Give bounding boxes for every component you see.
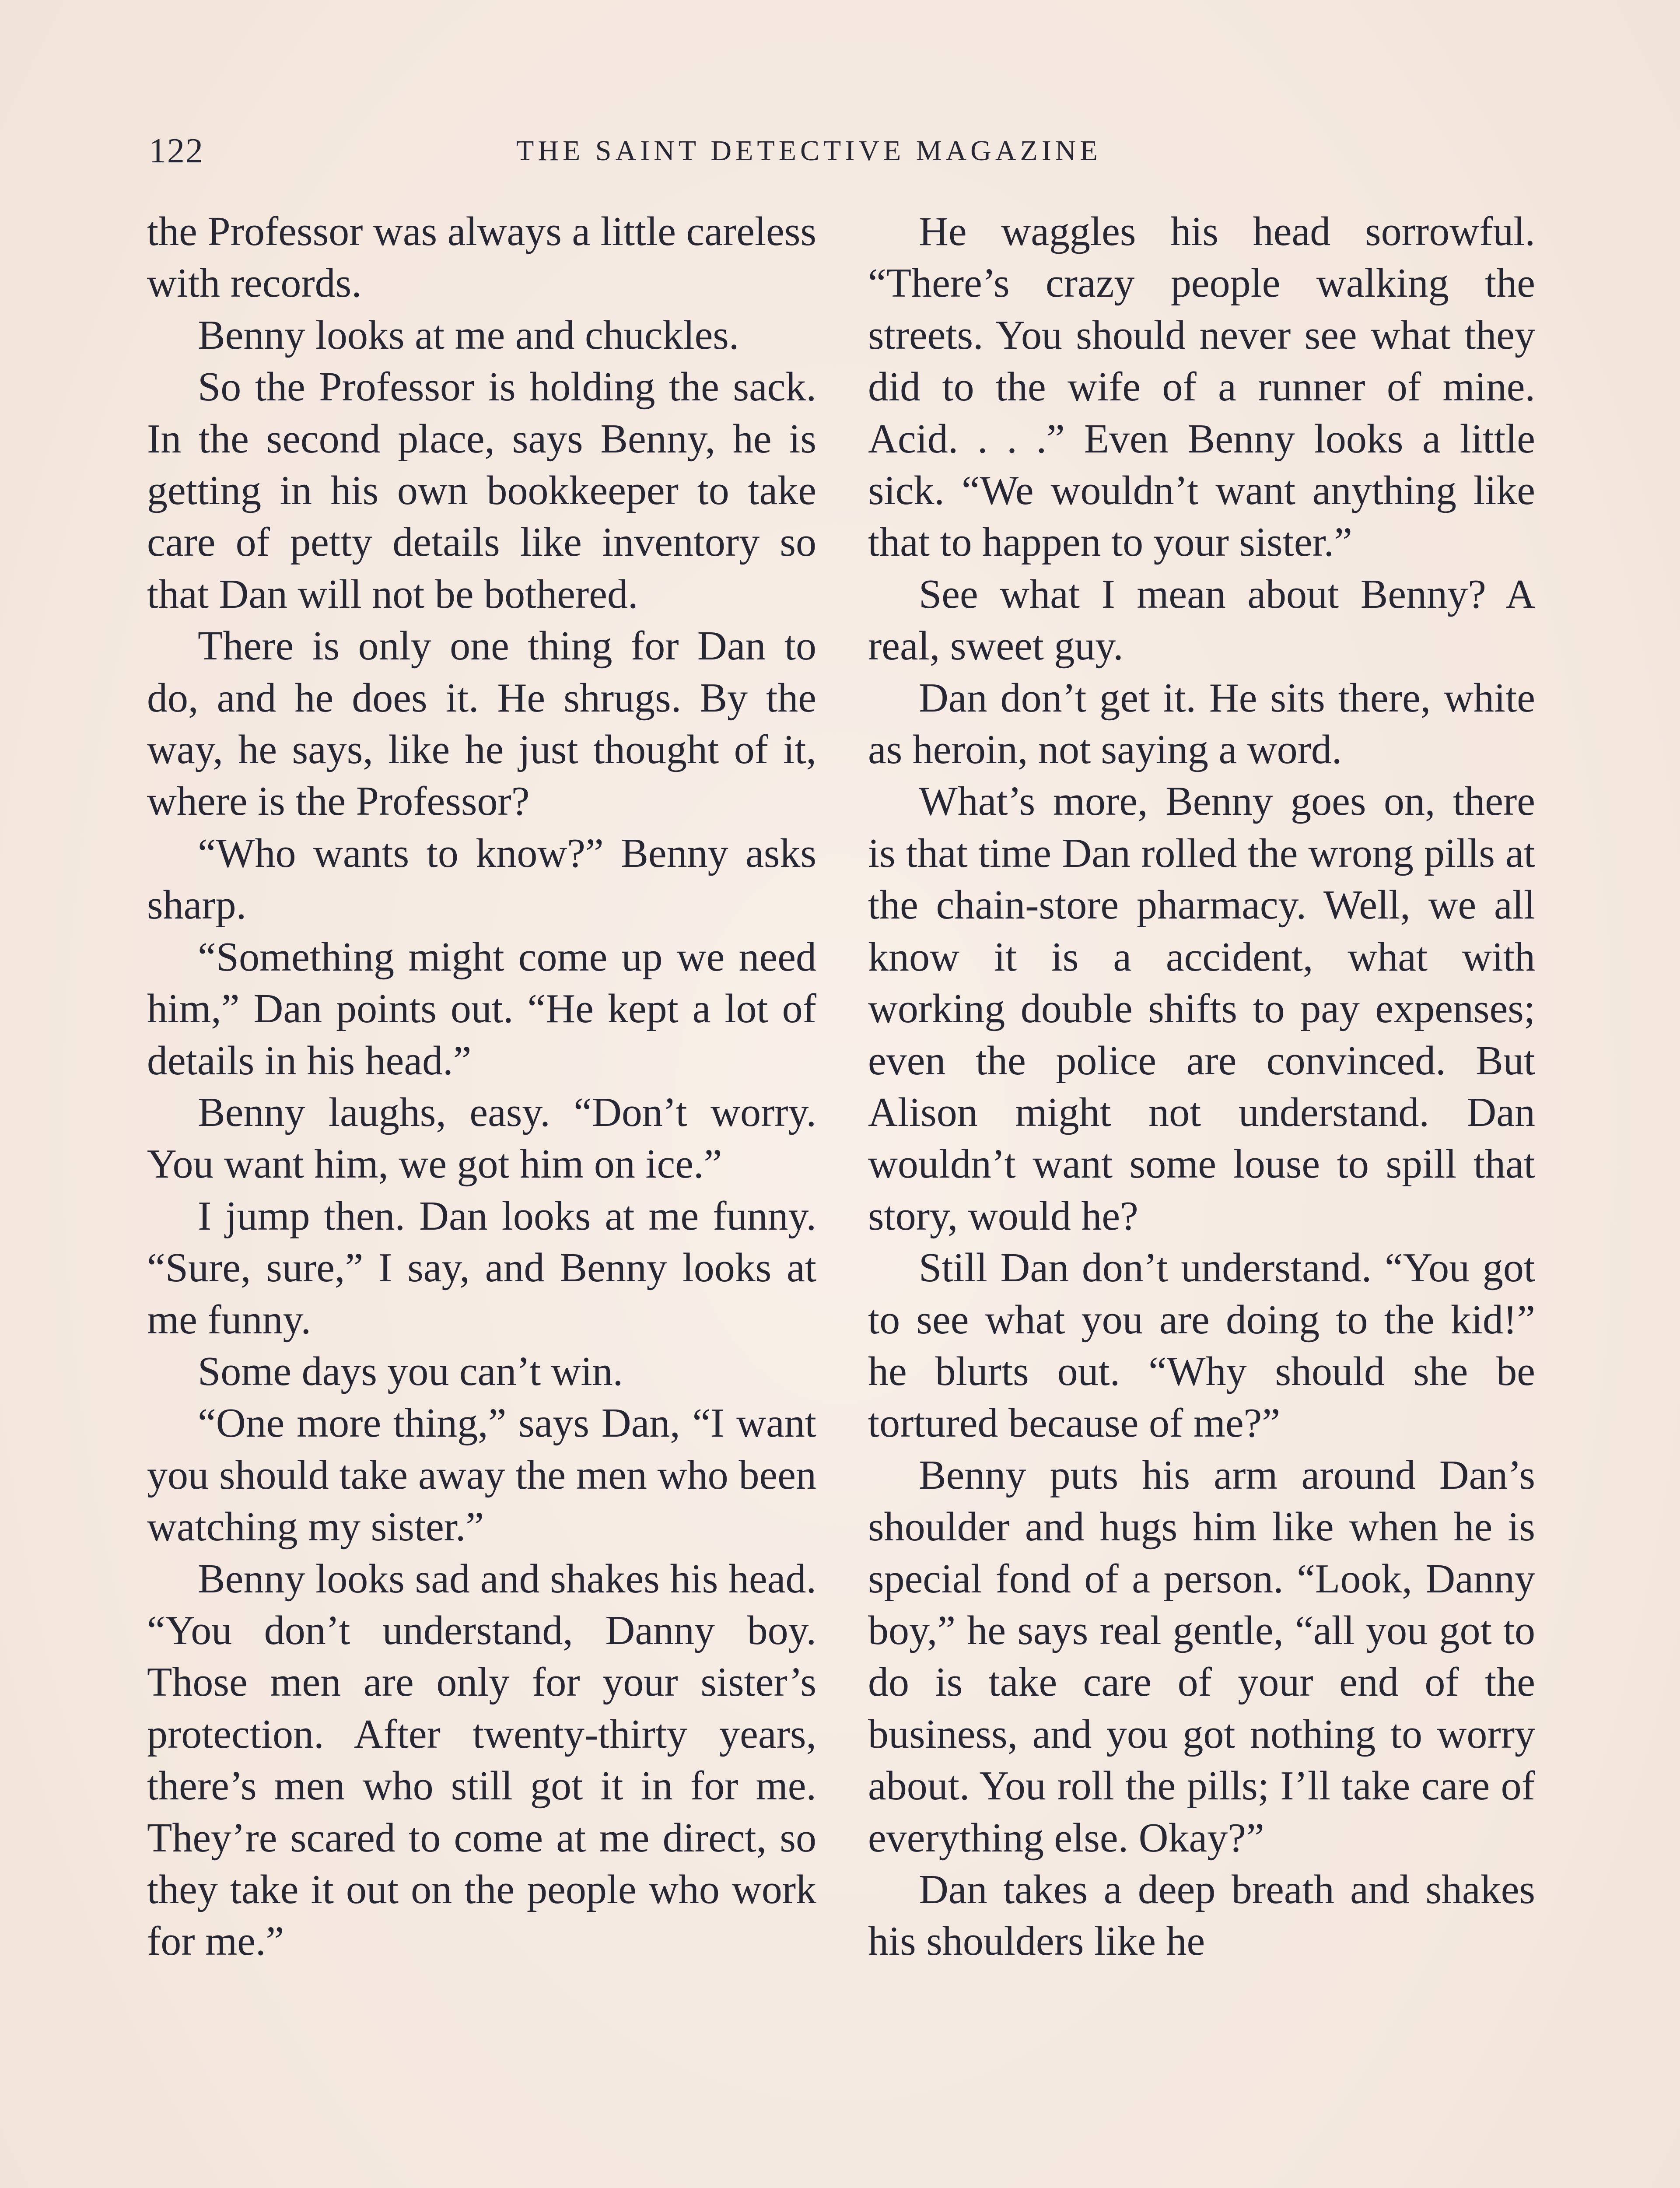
- paragraph: Benny laughs, easy. “Don’t worry. You want him, we got him on ice.”: [147, 1089, 816, 1187]
- paragraph: So the Professor is holding the sack. In the second place, says Benny, he is getting in his own bookkeeper to take care of petty details like inventory so that Dan will not be bothered.: [147, 364, 816, 617]
- left-column: [147, 206, 816, 1967]
- page-number: 122: [149, 132, 204, 170]
- paragraph: Some days you can’t win.: [198, 1348, 623, 1394]
- paragraph: There is only one thing for Dan to do, and he does it. He shrugs. By the way, he says, like he just thought of it, where is the Professor?: [147, 623, 816, 824]
- paragraph: What’s more, Benny goes on, there is that time Dan rolled the wrong pills at the chain-store pharmacy. Well, we all know it is a accident, what with working double shifts to pay expenses; even the police are convinced. But Alison might not understand. Dan wouldn’t want some louse to spill that story, would he?: [868, 778, 1535, 1239]
- paragraph: the Professor was always a little careless with records.: [147, 209, 816, 306]
- paragraph: “Something might come up we need him,” Dan points out. “He kept a lot of details in his head.”: [147, 934, 816, 1083]
- paragraph: “One more thing,” says Dan, “I want you should take away the men who been watching my sister.”: [147, 1400, 816, 1550]
- paragraph: Benny looks sad and shakes his head. “You don’t understand, Danny boy. Those men are only for your sister’s protection. After twenty-thirty years, there’s men who still got it in for me. They’re scared to come at me direct, so they take it out on the people who work for me.”: [147, 1556, 816, 1964]
- right-column: [868, 206, 1535, 1967]
- paragraph: See what I mean about Benny? A real, sweet guy.: [868, 571, 1535, 669]
- paragraph: He waggles his head sorrowful. “There’s crazy people walking the streets. You should never see what they did to the wife of a runner of mine. Acid. . . .” Even Benny looks a little sick. “We wouldn’t want anything like that to happen to your sister.”: [868, 209, 1535, 565]
- paragraph: Dan takes a deep breath and shakes his shoulders like he: [868, 1867, 1535, 1964]
- paragraph: Benny looks at me and chuckles.: [198, 312, 739, 358]
- paragraph: Still Dan don’t understand. “You got to see what you are doing to the kid!” he blurts out. “Why should she be tortured because of me?”: [868, 1245, 1535, 1446]
- paragraph: “Who wants to know?” Benny asks sharp.: [147, 830, 816, 928]
- magazine-title: THE SAINT DETECTIVE MAGAZINE: [516, 135, 1102, 167]
- paragraph: Dan don’t get it. He sits there, white as heroin, not saying a word.: [868, 675, 1535, 773]
- paragraph: Benny puts his arm around Dan’s shoulder and hugs him like when he is special fond of a person. “Look, Danny boy,” he says real gentle, “all you got to do is take care of your end of the business, and you got nothing to worry about. You roll the pills; I’ll take care of everything else. Okay?”: [868, 1452, 1535, 1861]
- running-head: [149, 131, 1549, 171]
- paragraph: I jump then. Dan looks at me funny. “Sure, sure,” I say, and Benny looks at me funny.: [147, 1193, 816, 1343]
